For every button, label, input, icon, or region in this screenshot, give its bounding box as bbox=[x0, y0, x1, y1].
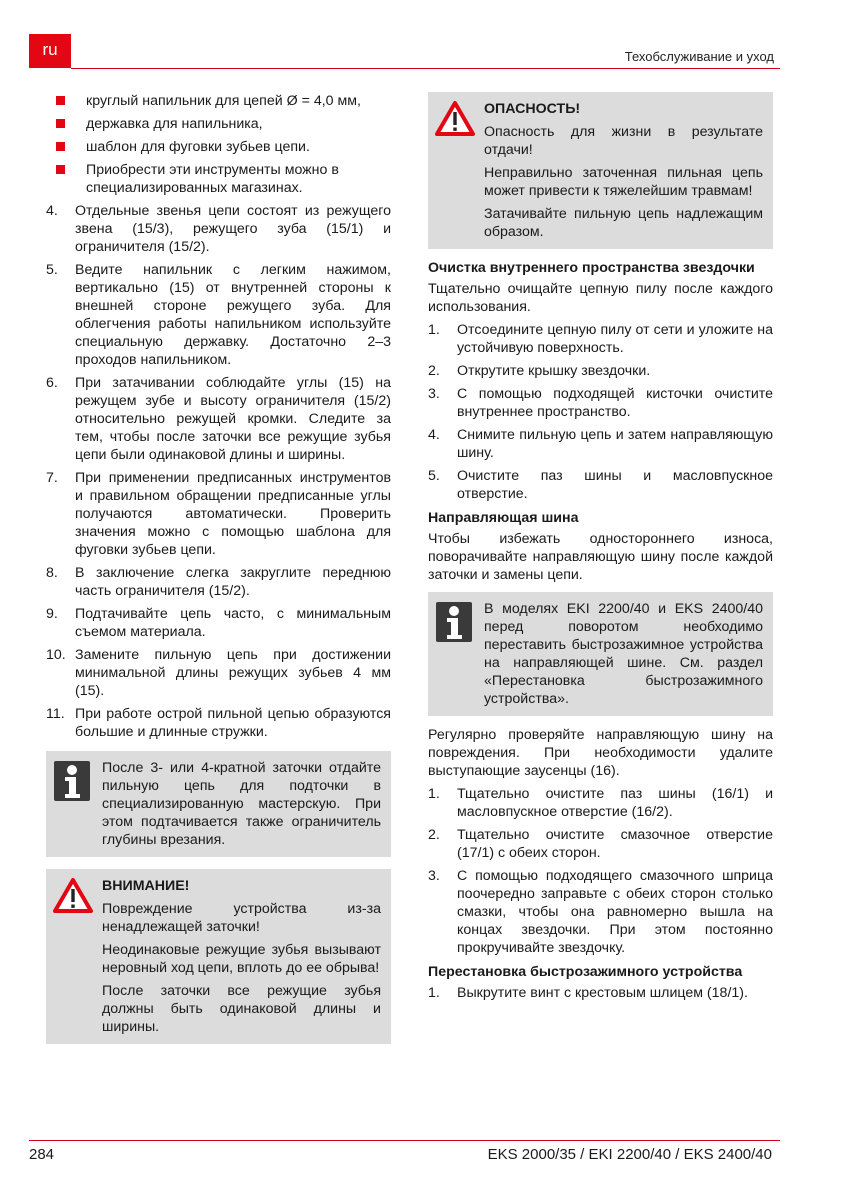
section-heading: Очистка внутреннего пространства звездочки bbox=[428, 260, 755, 276]
section-heading: Перестановка быстрозажимного устройства bbox=[428, 964, 743, 980]
right-column bbox=[428, 92, 773, 1007]
bullet-item: державка для напильника, bbox=[46, 115, 391, 133]
bullet-square-icon bbox=[56, 96, 65, 105]
bullet-item: Приобрести эти инструменты можно в специализированных магазинах. bbox=[46, 161, 391, 197]
warning-triangle-icon bbox=[52, 877, 94, 915]
list-item: 9. Подтачивайте цепь часто, с минимальным съемом материала. bbox=[46, 606, 391, 640]
warning-box: ВНИМАНИЕ! Повреждение устройства из-за ненадлежащей заточки! Неодинаковые режущие зубья вызывают неровный ход цепи, вплоть до ее обрыва! После заточки все режущие зубья должны быть одинаковой длины и ширины. bbox=[46, 869, 391, 1044]
list-item: 3. С помощью подходящей кисточки очистите внутреннее пространство. bbox=[428, 386, 773, 420]
info-icon bbox=[436, 602, 472, 642]
paragraph: Тщательно очищайте цепную пилу после каждого использования. bbox=[428, 281, 773, 315]
list-item: 3. С помощью подходящего смазочного шприца поочередно заправьте с обеих сторон столько смазки, чтобы она равномерно вышла на концах звездочки. При этом постоянно прокручивайте звездочку. bbox=[428, 868, 773, 956]
left-column bbox=[46, 92, 391, 1054]
footer-divider bbox=[29, 1140, 780, 1141]
section-title: Техобслуживание и уход bbox=[624, 49, 774, 64]
list-item: 5. Очистите паз шины и масловпускное отверстие. bbox=[428, 468, 773, 502]
list-item: 7. При применении предписанных инструментов и правильном обращении предписанные углы получаются автоматически. Проверить значения можно с помощью шаблона для фуговки зубьев цепи. bbox=[46, 470, 391, 558]
paragraph: Чтобы избежать одностороннего износа, поворачивайте направляющую шину после каждой заточки и замены цепи. bbox=[428, 531, 773, 583]
info-box: В моделях EKI 2200/40 и EKS 2400/40 перед поворотом необходимо переставить быстрозажимное устройства на направляющей шине. См. раздел «Перестановка быстрозажимного устройства». bbox=[428, 592, 773, 716]
bullet-item: шаблон для фуговки зубьев цепи. bbox=[46, 138, 391, 156]
list-item: 6. При затачивании соблюдайте углы (15) на режущем зубе и высоту ограничителя (15/2) относительно режущей кромки. Следите за тем, чтобы после заточки все режущие зубья цепи были одинаковой длины и ширины. bbox=[46, 375, 391, 463]
list-item: 5. Ведите напильник с легким нажимом, вертикально (15) от внутренней стороны к внешней стороне режущего зуба. Для облегчения работы напильником используйте специальную державку. Достаточно 2–3 проходов напильником. bbox=[46, 262, 391, 368]
info-icon bbox=[54, 761, 90, 801]
bullet-square-icon bbox=[56, 119, 65, 128]
list-item: 2. Тщательно очистите смазочное отверстие (17/1) с обеих сторон. bbox=[428, 827, 773, 861]
list-item: 2. Открутите крышку звездочки. bbox=[428, 363, 651, 379]
section-heading: Направляющая шина bbox=[428, 510, 579, 526]
bullet-item: круглый напильник для цепей Ø = 4,0 мм, bbox=[46, 92, 391, 110]
warning-title: ВНИМАНИЕ! bbox=[102, 878, 190, 894]
footer-models: EKS 2000/35 / EKI 2200/40 / EKS 2400/40 bbox=[487, 1146, 772, 1163]
bullet-square-icon bbox=[56, 165, 65, 174]
list-item: 1. Тщательно очистите паз шины (16/1) и масловпускное отверстие (16/2). bbox=[428, 786, 773, 820]
header-divider bbox=[71, 68, 780, 69]
language-tab: ru bbox=[29, 34, 71, 68]
list-item: 4. Отдельные звенья цепи состоят из режущего звена (15/3), режущего зуба (15/1) и ограничителя (15/2). bbox=[46, 203, 391, 255]
paragraph: Регулярно проверяйте направляющую шину на повреждения. При необходимости удалите выступающие заусенцы (16). bbox=[428, 727, 773, 779]
list-item: 1. Отсоедините цепную пилу от сети и уложите на устойчивую поверхность. bbox=[428, 322, 773, 356]
list-item: 10. Замените пильную цепь при достижении минимальной длины режущих зубьев 4 мм (15). bbox=[46, 647, 391, 699]
list-item: 4. Снимите пильную цепь и затем направляющую шину. bbox=[428, 427, 773, 461]
list-item: 11. При работе острой пильной цепью образуются большие и длинные стружки. bbox=[46, 706, 391, 740]
page-number: 284 bbox=[29, 1146, 55, 1163]
list-item: 8. В заключение слегка закруглите переднюю часть ограничителя (15/2). bbox=[46, 565, 391, 599]
danger-title: ОПАСНОСТЬ! bbox=[484, 101, 581, 117]
info-box: После 3- или 4-кратной заточки отдайте пильную цепь для подточки в специализированную мастерскую. При этом подтачивается также ограничитель глубины врезания. bbox=[46, 751, 391, 857]
list-item: 1. Выкрутите винт с крестовым шлицем (18/1). bbox=[428, 985, 748, 1001]
bullet-square-icon bbox=[56, 142, 65, 151]
danger-box: ОПАСНОСТЬ! Опасность для жизни в результате отдачи! Неправильно заточенная пильная цепь может привести к тяжелейшим травмам! Затачивайте пильную цепь надлежащим образом. bbox=[428, 92, 773, 249]
warning-triangle-icon bbox=[434, 100, 476, 138]
